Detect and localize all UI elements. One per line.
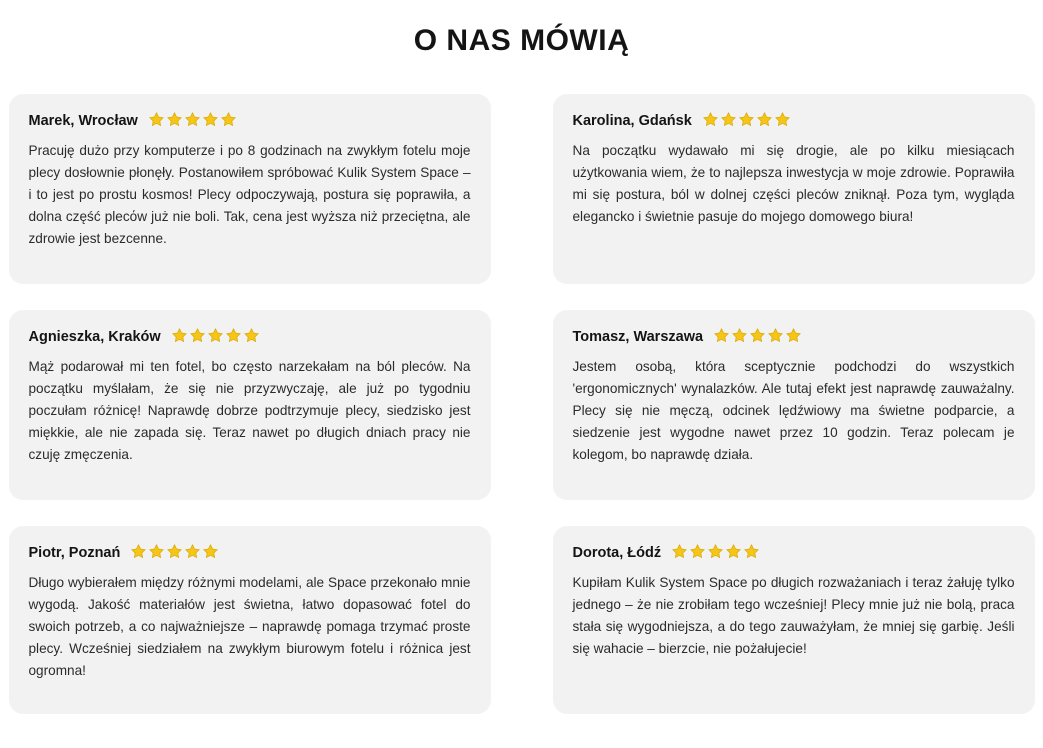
star-icon — [743, 543, 760, 564]
testimonial-card — [553, 310, 1035, 500]
testimonial-author: Karolina, Gdańsk — [572, 112, 692, 129]
star-icon — [702, 111, 719, 132]
testimonial-author: Dorota, Łódź — [572, 544, 662, 561]
star-icon — [130, 543, 147, 564]
star-icon — [720, 111, 737, 132]
star-icon — [184, 111, 201, 132]
rating-stars — [130, 543, 219, 564]
star-icon — [202, 543, 219, 564]
star-icon — [220, 111, 237, 132]
star-icon — [166, 543, 183, 564]
page-title: O NAS MÓWIĄ — [413, 24, 630, 57]
testimonial-card — [9, 526, 491, 714]
testimonial-header — [29, 326, 471, 347]
testimonial-text: Pracuję dużo przy komputerze i po 8 godzinach na zwykłym fotelu moje plecy dosłownie płonęły. Postanowiłem spróbować Kulik System Space – i to jest po prostu kosmos! Plecy odpoczywają, postura się poprawiła, a dolna część plecόw już nie boli. Tak, cena jest wyższa niż przeciętna, ale zdrowie jest bezcenne. — [28, 143, 471, 247]
star-icon — [202, 111, 219, 132]
star-icon — [767, 327, 784, 348]
testimonial-card — [9, 94, 491, 284]
star-icon — [707, 543, 724, 564]
testimonial-text: Długo wybierałem między różnymi modelami, ale Space przekonało mnie wygodą. Jakość materiałów jest świetna, łatwo dopasować fotel do swoich potrzeb, a co najważniejsze – naprawdę pomaga trzymać proste plecy. Wcześniej siedziałem na zwykłym biurowym fotelu i różnica jest ogromna! — [28, 575, 471, 679]
testimonial-header — [573, 110, 1015, 131]
testimonial-card — [553, 526, 1035, 714]
testimonial-text: Na początku wydawało mi się drogie, ale po kilku miesiącach użytkowania wiem, że to najlepsza inwestycja w moje zdrowie. Poprawiła mi się postura, ból w dolnej części pleców zniknął. Poza tym, wygląda elegancko i świetnie pasuje do mojego domowego biura! — [572, 143, 1015, 225]
testimonial-text: Jestem osobą, która sceptycznie podchodzi do wszystkich 'ergonomicznych' wynalazków. Ale tutaj efekt jest naprawdę zauważalny. Plecy się nie męczą, odcinek lędźwiowy ma świetne podparcie, a siedzenie jest wygodne nawet przez 10 godzin. Teraz polecam je kolegom, bo naprawdę działa. — [572, 359, 1015, 463]
star-icon — [171, 327, 188, 348]
rating-stars — [702, 111, 791, 132]
testimonials-grid — [0, 64, 1043, 714]
rating-stars — [171, 327, 260, 348]
rating-stars — [148, 111, 237, 132]
star-icon — [184, 543, 201, 564]
rating-stars — [713, 327, 802, 348]
star-icon — [166, 111, 183, 132]
star-icon — [774, 111, 791, 132]
star-icon — [725, 543, 742, 564]
testimonial-author: Marek, Wrocław — [28, 112, 138, 129]
star-icon — [148, 543, 165, 564]
star-icon — [189, 327, 206, 348]
testimonial-header — [29, 110, 471, 131]
rating-stars — [671, 543, 760, 564]
star-icon — [689, 543, 706, 564]
star-icon — [148, 111, 165, 132]
star-icon — [207, 327, 224, 348]
testimonial-text: Kupiłam Kulik System Space po długich rozważaniach i teraz żałuję tylko jednego – że nie zrobiłam tego wcześniej! Plecy mnie już nie bolą, praca stała się wygodniejsza, a do tego zauważyłam, że mniej się garbię. Jeśli się wahacie – bierzcie, nie pożałujecie! — [572, 575, 1015, 657]
star-icon — [749, 327, 766, 348]
star-icon — [738, 111, 755, 132]
star-icon — [225, 327, 242, 348]
testimonial-author: Tomasz, Warszawa — [572, 328, 704, 345]
testimonial-header — [573, 542, 1015, 563]
star-icon — [713, 327, 730, 348]
testimonial-card — [9, 310, 491, 500]
star-icon — [731, 327, 748, 348]
testimonial-author: Agnieszka, Kraków — [28, 328, 161, 345]
star-icon — [671, 543, 688, 564]
testimonial-card — [553, 94, 1035, 284]
star-icon — [785, 327, 802, 348]
testimonial-text: Mąż podarował mi ten fotel, bo często narzekałam na ból pleców. Na początku myślałam, że się nie przyzwyczaję, ale już po tygodniu poczułam różnicę! Naprawdę dobrze podtrzymuje plecy, siedzisko jest miękkie, ale nie zapada się. Teraz nawet po długich dniach pracy nie czuję zmęczenia. — [28, 359, 471, 463]
star-icon — [756, 111, 773, 132]
testimonial-header — [29, 542, 471, 563]
testimonial-author: Piotr, Poznań — [28, 544, 121, 561]
star-icon — [243, 327, 260, 348]
testimonial-header — [573, 326, 1015, 347]
